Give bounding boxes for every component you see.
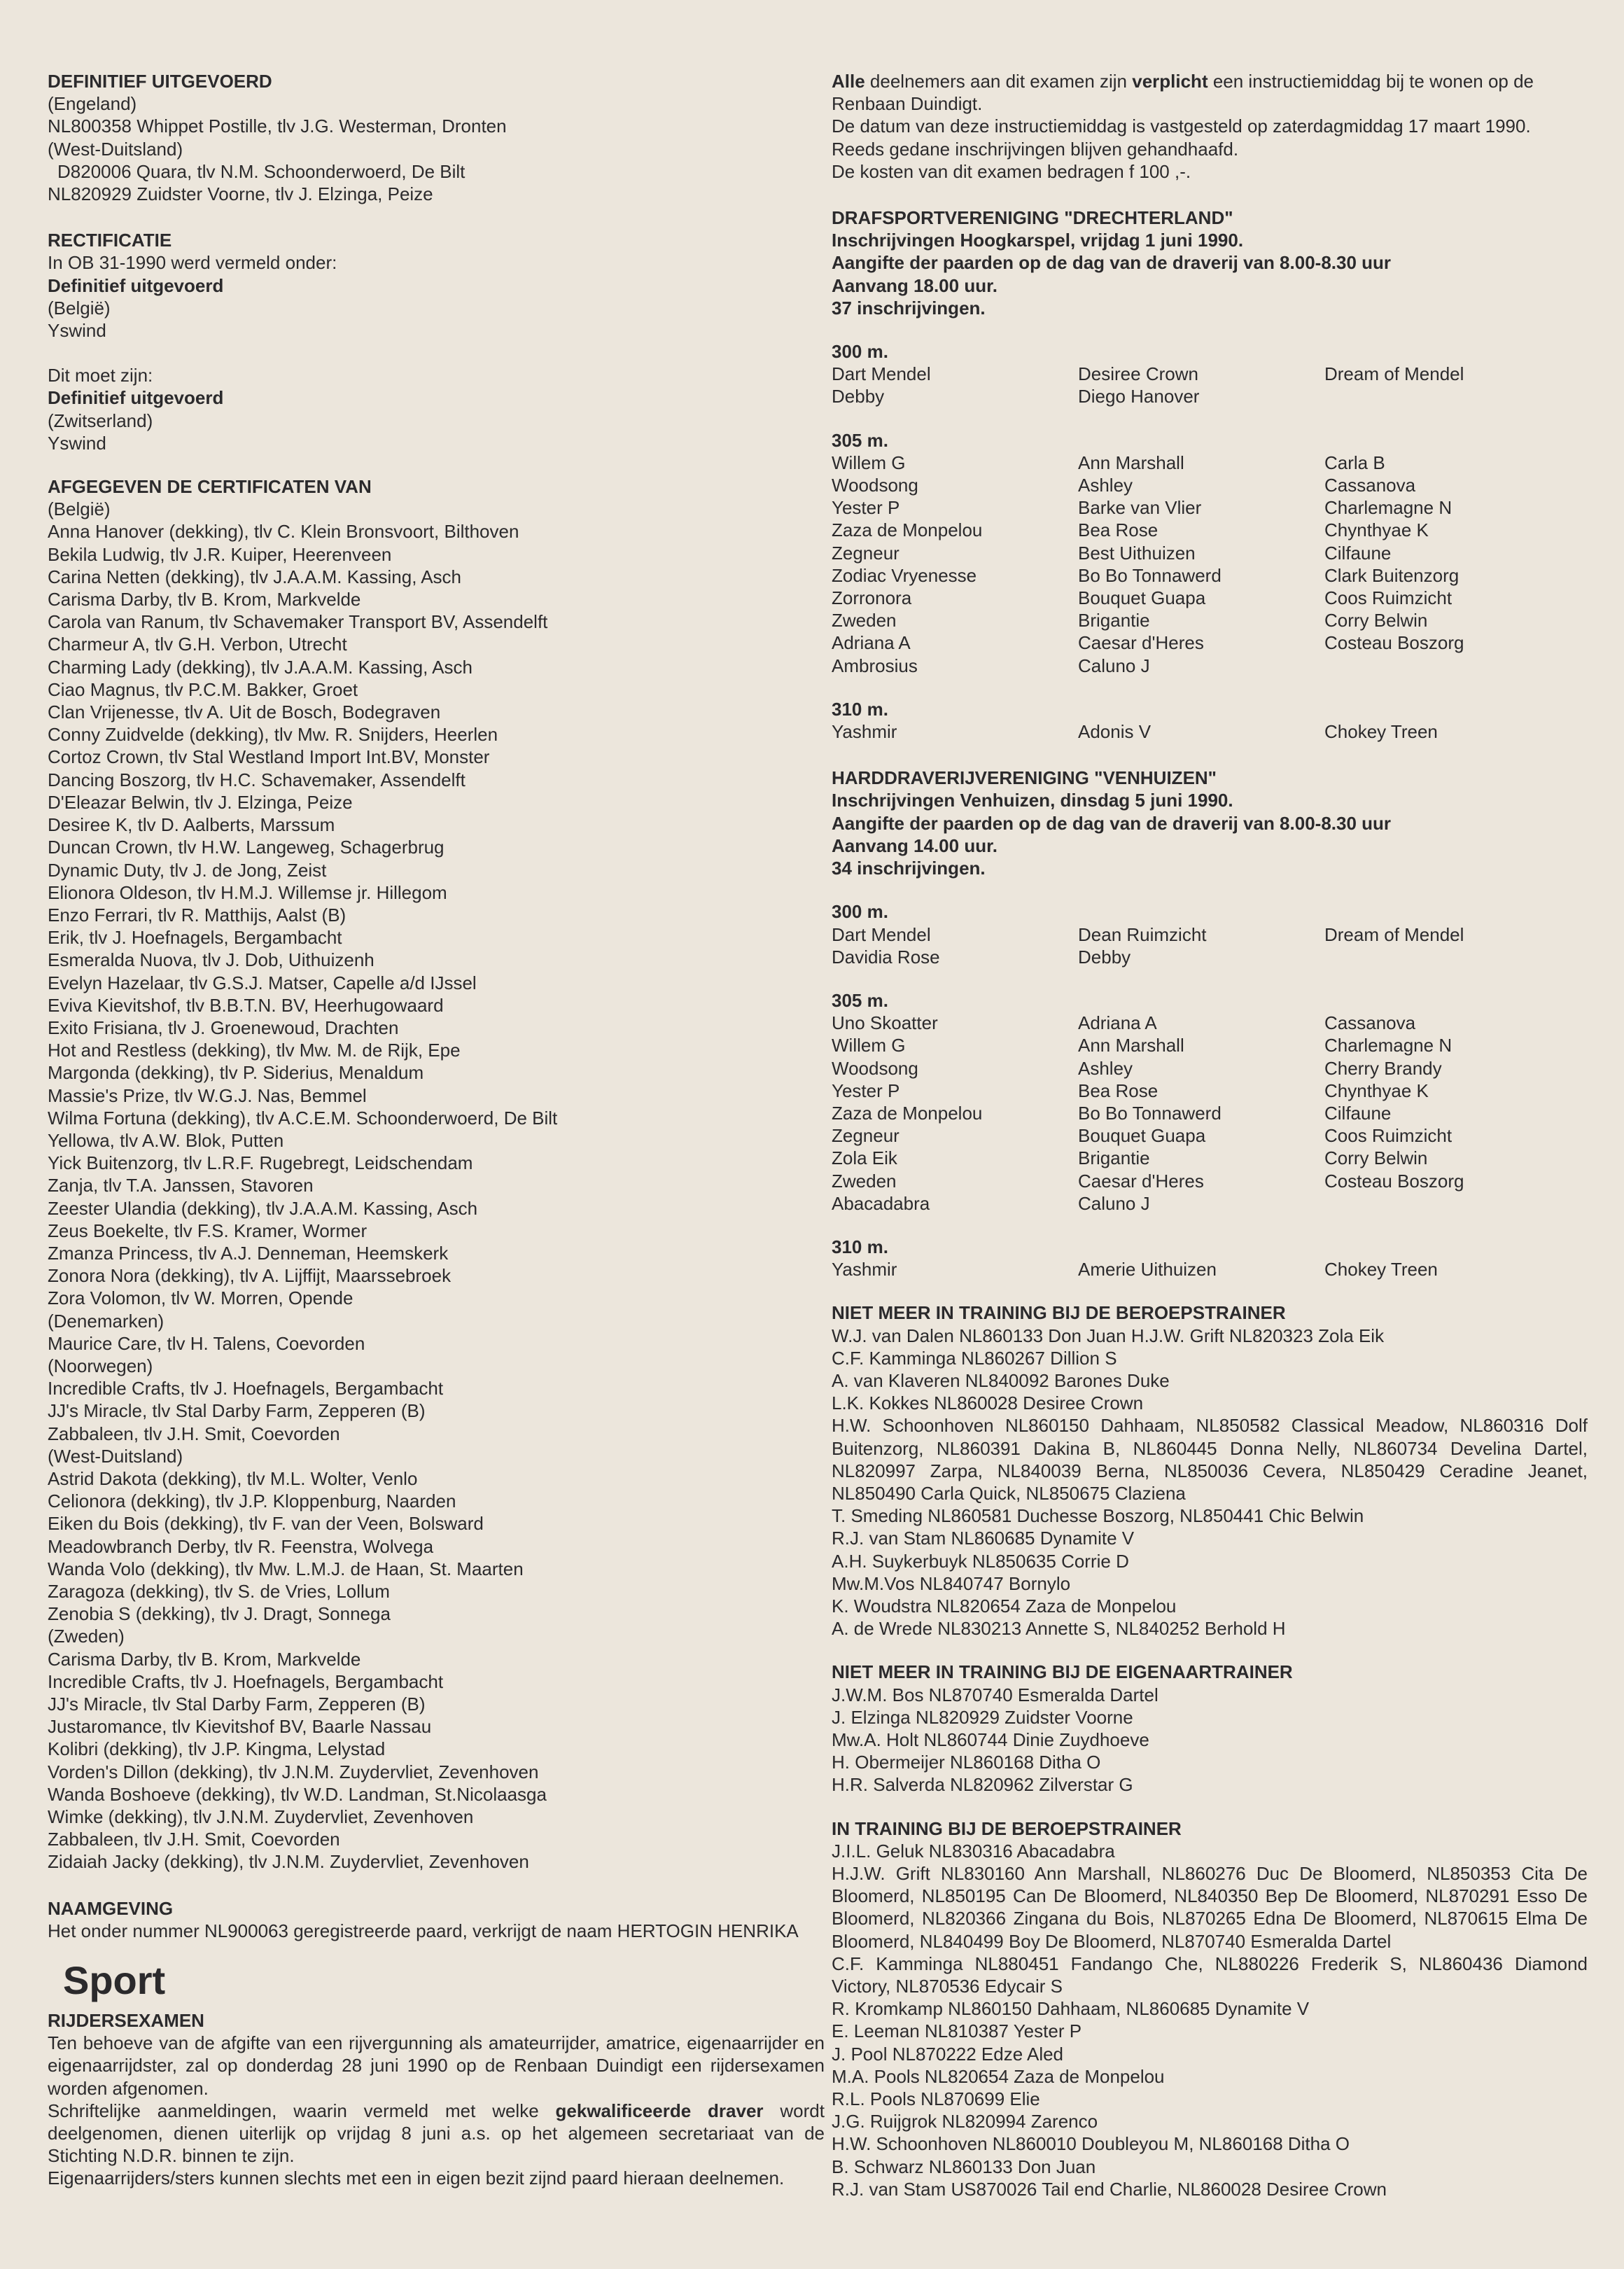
race-entry: Clark Buitenzorg <box>1324 564 1460 586</box>
list-item: (Denemarken) <box>48 1310 164 1332</box>
race-entry: Charlemagne N <box>1324 497 1452 519</box>
list-item: Yellowa, tlv A.W. Blok, Putten <box>48 1129 284 1151</box>
section-certificaten <box>48 475 825 1873</box>
list-item: Incredible Crafts, tlv J. Hoefnagels, Bergambacht <box>48 1378 444 1399</box>
list-item: Zeus Boekelte, tlv F.S. Kramer, Wormer <box>48 1220 368 1241</box>
race-block <box>832 429 1588 677</box>
list-item: Zenobia S (dekking), tlv J. Dragt, Sonnega <box>48 1603 391 1625</box>
race-entries <box>832 720 1588 743</box>
info-line: Aanvang 14.00 uur. <box>832 835 997 856</box>
race-entry: Uno Skoatter <box>832 1012 938 1034</box>
list-item: R.J. van Stam NL860685 Dynamite V <box>832 1528 1135 1549</box>
race-entry: Adriana A <box>832 632 911 654</box>
list-item: R. Kromkamp NL860150 Dahhaam, NL860685 Dynamite V <box>832 1998 1310 2020</box>
race-distance: 310 m. <box>832 1236 888 1257</box>
race-entry: Ann Marshall <box>1078 452 1184 473</box>
list-item: (Zweden) <box>48 1626 125 1647</box>
race-distance: 300 m. <box>832 341 888 363</box>
list-item: Yick Buitenzorg, tlv L.R.F. Rugebregt, Leidschendam <box>48 1152 473 1174</box>
section-title: RIJDERSEXAMEN <box>48 2010 204 2032</box>
list-item: T. Smeding NL860581 Duchesse Boszorg, NL850441 Chic Belwin <box>832 1505 1364 1527</box>
list-item: Anna Hanover (dekking), tlv C. Klein Bronsvoort, Bilthoven <box>48 521 519 543</box>
list-item: W.J. van Dalen NL860133 Don Juan H.J.W. Grift NL820323 Zola Eik <box>832 1325 1385 1346</box>
info-line: 37 inschrijvingen. <box>832 297 986 319</box>
list-item: C.F. Kamminga NL860267 Dillion S <box>832 1347 1117 1369</box>
text-line: (Zwitserland) <box>48 410 153 431</box>
race-entry: Bea Rose <box>1078 519 1158 541</box>
list-item: Carina Netten (dekking), tlv J.A.A.M. Kassing, Asch <box>48 566 462 587</box>
list-item: Ciao Magnus, tlv P.C.M. Bakker, Groet <box>48 678 358 700</box>
race-entry: Bea Rose <box>1078 1080 1158 1101</box>
race-entry: Ashley <box>1078 475 1133 496</box>
list-item: Wanda Boshoeve (dekking), tlv W.D. Landman, St.Nicolaasga <box>48 1783 547 1805</box>
list-item: Kolibri (dekking), tlv J.P. Kingma, Lelystad <box>48 1738 386 1760</box>
list-item: Zora Volomon, tlv W. Morren, Opende <box>48 1287 354 1309</box>
text-line: (West-Duitsland) <box>48 138 183 160</box>
list-item: L.K. Kokkes NL860028 Desiree Crown <box>832 1392 1144 1414</box>
race-entry: Dream of Mendel <box>1324 363 1464 385</box>
list-item: Zaragoza (dekking), tlv S. de Vries, Lollum <box>48 1581 390 1602</box>
text-line: (Engeland) <box>48 93 137 115</box>
race-entry: Zegneur <box>832 1125 899 1147</box>
sport-heading: Sport <box>63 1958 166 2003</box>
trainer-list <box>832 1325 1588 1640</box>
list-item: M.A. Pools NL820654 Zaza de Monpelou <box>832 2065 1165 2087</box>
list-item: Dancing Boszorg, tlv H.C. Schavemaker, Assendelft <box>48 769 465 790</box>
race-distance: 305 m. <box>832 429 888 451</box>
list-item: JJ's Miracle, tlv Stal Darby Farm, Zepperen (B) <box>48 1694 426 1715</box>
section-title: IN TRAINING BIJ DE BEROEPSTRAINER <box>832 1817 1182 1839</box>
list-item: Charmeur A, tlv G.H. Verbon, Utrecht <box>48 634 347 655</box>
race-entry: Woodsong <box>832 475 918 496</box>
race-entry: Bo Bo Tonnawerd <box>1078 564 1222 586</box>
list-item: A. de Wrede NL830213 Annette S, NL840252 Berhold H <box>832 1618 1286 1640</box>
list-item: Wanda Volo (dekking), tlv Mw. L.M.J. de Haan, St. Maarten <box>48 1558 524 1579</box>
race-entry: Costeau Boszorg <box>1324 632 1464 654</box>
list-item: Zonora Nora (dekking), tlv A. Lijffijt, Maarssebroek <box>48 1265 451 1287</box>
list-item: Astrid Dakota (dekking), tlv M.L. Wolter, Venlo <box>48 1467 418 1489</box>
list-item: J.G. Ruijgrok NL820994 Zarenco <box>832 2111 1098 2132</box>
race-entry: Zaza de Monpelou <box>832 519 983 541</box>
list-item: Zeester Ulandia (dekking), tlv J.A.A.M. Kassing, Asch <box>48 1197 478 1219</box>
race-entry: Caesar d'Heres <box>1078 1170 1204 1192</box>
race-entry <box>1324 385 1571 407</box>
list-item: Duncan Crown, tlv H.W. Langeweg, Schagerbrug <box>48 837 444 858</box>
list-item: C.F. Kamminga NL880451 Fandango Che, NL880226 Frederik S, NL860436 Diamond Victory, NL870536 Edycair S <box>832 1953 1588 1997</box>
list-item: Conny Zuidvelde (dekking), tlv Mw. R. Snijders, Heerlen <box>48 724 498 746</box>
race-entries <box>832 1258 1588 1280</box>
left-column <box>48 70 825 2190</box>
list-item: Zabbaleen, tlv J.H. Smit, Coevorden <box>48 1829 340 1850</box>
race-entry: Yashmir <box>832 1259 897 1280</box>
list-item: JJ's Miracle, tlv Stal Darby Farm, Zepperen (B) <box>48 1400 426 1422</box>
race-entry: Ann Marshall <box>1078 1035 1184 1056</box>
list-item: Bekila Ludwig, tlv J.R. Kuiper, Heerenveen <box>48 543 392 565</box>
race-distance: 305 m. <box>832 989 888 1011</box>
list-item: Erik, tlv J. Hoefnagels, Bergambacht <box>48 927 342 949</box>
text-line: Definitief uitgevoerd <box>48 274 224 296</box>
list-item: D'Eleazar Belwin, tlv J. Elzinga, Peize <box>48 791 353 813</box>
list-item: Zanja, tlv T.A. Janssen, Stavoren <box>48 1175 314 1196</box>
text-run: deelnemers aan dit examen zijn <box>864 71 1133 92</box>
paragraph: De kosten van dit examen bedragen f 100 ,-. <box>832 160 1191 182</box>
race-entries <box>832 363 1588 407</box>
certificate-list <box>48 498 825 1873</box>
text-line: D820006 Quara, tlv N.M. Schoonderwoerd, De Bilt <box>57 160 465 182</box>
race-entry: Corry Belwin <box>1324 610 1428 631</box>
race-entry: Cherry Brandy <box>1324 1057 1442 1079</box>
race-entry: Debby <box>832 386 885 407</box>
paragraph: Eigenaarrijders/sters kunnen slechts met een in eigen bezit zijnd paard hieraan deelnemen. <box>48 2167 785 2189</box>
list-item: Massie's Prize, tlv W.G.J. Nas, Bemmel <box>48 1084 367 1106</box>
list-item: Carisma Darby, tlv B. Krom, Markvelde <box>48 1648 361 1670</box>
race-entry: Yester P <box>832 1080 900 1101</box>
text-line: Yswind <box>48 432 106 454</box>
race-block <box>832 340 1588 408</box>
paragraph <box>48 2100 825 2167</box>
trainer-list <box>832 1840 1588 2200</box>
race-distance: 300 m. <box>832 901 888 923</box>
text-line: In OB 31-1990 werd vermeld onder: <box>48 252 337 274</box>
list-item: J.W.M. Bos NL870740 Esmeralda Dartel <box>832 1684 1158 1705</box>
list-item: Zabbaleen, tlv J.H. Smit, Coevorden <box>48 1423 340 1444</box>
race-entry: Zodiac Vryenesse <box>832 564 977 586</box>
race-entry: Yester P <box>832 497 900 519</box>
race-entry <box>1324 655 1571 677</box>
list-item: Dynamic Duty, tlv J. de Jong, Zeist <box>48 859 327 881</box>
bold-text-run: gekwalificeerde draver <box>555 2100 764 2121</box>
race-block <box>832 900 1588 968</box>
race-entry: Desiree Crown <box>1078 363 1198 385</box>
list-item: H.W. Schoonhoven NL860150 Dahhaam, NL850582 Classical Meadow, NL860316 Dolf Buitenzorg, NL860391 Dakina B, NL860445 Donna Nelly, NL860734 Develina Dartel, NL820997 Zarpa, NL840039 Berna, NL850036 Cevera, NL850429 Ceradine Jeanet, NL850490 Carla Quick, NL850675 Claziena <box>832 1415 1588 1504</box>
list-item: A. van Klaveren NL840092 Barones Duke <box>832 1369 1170 1391</box>
race-entry: Willem G <box>832 1035 906 1056</box>
info-line: Aanvang 18.00 uur. <box>832 274 997 296</box>
section-title: HARDDRAVERIJVERENIGING "VENHUIZEN" <box>832 767 1217 789</box>
race-entry: Chynthyae K <box>1324 1080 1429 1101</box>
race-entry: Costeau Boszorg <box>1324 1170 1464 1192</box>
list-item: B. Schwarz NL860133 Don Juan <box>832 2156 1096 2177</box>
list-item: A.H. Suykerbuyk NL850635 Corrie D <box>832 1550 1129 1572</box>
section-title: NIET MEER IN TRAINING BIJ DE EIGENAARTRAINER <box>832 1661 1293 1683</box>
race-entry: Adonis V <box>1078 721 1152 743</box>
race-entry: Cassanova <box>1324 475 1416 496</box>
race-entry: Zaza de Monpelou <box>832 1102 983 1124</box>
section-rectificatie <box>48 229 825 454</box>
section-title: NAAMGEVING <box>48 1897 174 1919</box>
race-entry: Dean Ruimzicht <box>1078 923 1207 945</box>
info-line: 34 inschrijvingen. <box>832 858 986 879</box>
section-title: NIET MEER IN TRAINING BIJ DE BEROEPSTRAINER <box>832 1302 1286 1324</box>
race-entry: Zweden <box>832 1170 897 1192</box>
list-item: J. Pool NL870222 Edze Aled <box>832 2043 1064 2065</box>
list-item: Eiken du Bois (dekking), tlv F. van der Veen, Bolsward <box>48 1513 484 1535</box>
race-entries <box>832 923 1588 968</box>
race-entry: Amerie Uithuizen <box>1078 1259 1217 1280</box>
text-run: wordt deelgenomen, dienen uiterlijk op vrijdag 8 juni a.s. op het algemeen secretariaat van de Stichting N.D.R. binnen te zijn. <box>48 2100 825 2167</box>
info-line: Aangifte der paarden op de dag van de draverij van 8.00-8.30 uur <box>832 812 1392 834</box>
list-item: K. Woudstra NL820654 Zaza de Monpelou <box>832 1595 1177 1617</box>
bold-text-run: Alle <box>832 71 865 92</box>
paragraph: De datum van deze instructiemiddag is vastgesteld op zaterdagmiddag 17 maart 1990. <box>832 116 1531 137</box>
race-entry: Chynthyae K <box>1324 519 1429 541</box>
list-item: Margonda (dekking), tlv P. Siderius, Menaldum <box>48 1062 424 1084</box>
list-item: Justaromance, tlv Kievitshof BV, Baarle Nassau <box>48 1716 432 1738</box>
race-entry: Coos Ruimzicht <box>1324 587 1452 609</box>
list-item: Incredible Crafts, tlv J. Hoefnagels, Bergambacht <box>48 1670 444 1692</box>
list-item: Elionora Oldeson, tlv H.M.J. Willemse jr. Hillegom <box>48 881 447 903</box>
race-entries <box>832 452 1588 677</box>
list-item: Esmeralda Nuova, tlv J. Dob, Uithuizenh <box>48 949 374 971</box>
race-entry: Ashley <box>1078 1057 1133 1079</box>
paragraph: Ten behoeve van de afgifte van een rijvergunning als amateurrijder, amatrice, eigenaarrijder en eigenaarrijdster, zal op donderdag 28 juni 1990 op de Renbaan Duindigt een rijdersexamen worden afgenomen. <box>48 2032 825 2099</box>
race-entry: Caluno J <box>1078 655 1150 676</box>
list-item: Eviva Kievitshof, tlv B.B.T.N. BV, Heerhugowaard <box>48 994 444 1016</box>
race-entry: Brigantie <box>1078 610 1150 631</box>
trainer-list <box>832 1684 1588 1796</box>
race-list <box>832 340 1588 743</box>
race-block <box>832 698 1588 743</box>
list-item: Wimke (dekking), tlv J.N.M. Zuydervliet, Zevenhoven <box>48 1806 474 1828</box>
list-item: Zidaiah Jacky (dekking), tlv J.N.M. Zuydervliet, Zevenhoven <box>48 1851 529 1873</box>
list-item: R.J. van Stam US870026 Tail end Charlie, NL860028 Desiree Crown <box>832 2178 1387 2200</box>
text-run: Schriftelijke aanmeldingen, waarin vermeld met welke <box>48 2100 556 2121</box>
race-entry: Zorronora <box>832 587 912 609</box>
race-entry: Davidia Rose <box>832 946 940 968</box>
race-entry <box>1324 946 1571 968</box>
list-item: Meadowbranch Derby, tlv R. Feenstra, Wolvega <box>48 1535 434 1557</box>
race-entry: Woodsong <box>832 1057 918 1079</box>
race-entry: Zweden <box>832 610 897 631</box>
list-item: R.L. Pools NL870699 Elie <box>832 2088 1040 2110</box>
list-item: Enzo Ferrari, tlv R. Matthijs, Aalst (B) <box>48 904 346 926</box>
text-line: Dit moet zijn: <box>48 365 153 386</box>
section-venhuizen <box>832 767 1588 1280</box>
list-item: Mw.M.Vos NL840747 Bornylo <box>832 1572 1071 1594</box>
list-item: J. Elzinga NL820929 Zuidster Voorne <box>832 1706 1133 1728</box>
race-entry: Chokey Treen <box>1324 721 1438 743</box>
section-in-beroeps <box>832 1817 1588 2200</box>
race-entry: Zegneur <box>832 542 899 564</box>
race-entry: Dart Mendel <box>832 363 931 385</box>
list-item: Carola van Ranum, tlv Schavemaker Transport BV, Assendelft <box>48 611 548 633</box>
list-item: H.W. Schoonhoven NL860010 Doubleyou M, NL860168 Ditha O <box>832 2133 1350 2155</box>
list-item: (België) <box>48 498 111 520</box>
list-item: Evelyn Hazelaar, tlv G.S.J. Matser, Capelle a/d IJssel <box>48 972 477 993</box>
paragraph: Het onder nummer NL900063 geregistreerde paard, verkrijgt de naam HERTOGIN HENRIKA <box>48 1920 799 1941</box>
list-item: (Noorwegen) <box>48 1355 153 1376</box>
list-item: Mw.A. Holt NL860744 Dinie Zuydhoeve <box>832 1729 1149 1750</box>
list-item: Zmanza Princess, tlv A.J. Denneman, Heemskerk <box>48 1242 449 1264</box>
text-line: NL800358 Whippet Postille, tlv J.G. Westerman, Dronten <box>48 116 507 137</box>
race-entry: Corry Belwin <box>1324 1147 1428 1169</box>
race-entry: Diego Hanover <box>1078 386 1200 407</box>
race-entries <box>832 1012 1588 1215</box>
race-entry: Yashmir <box>832 721 897 743</box>
list-item: H.R. Salverda NL820962 Zilverstar G <box>832 1774 1133 1796</box>
paragraph <box>832 70 1588 115</box>
text-line: Yswind <box>48 320 106 342</box>
list-item: Charming Lady (dekking), tlv J.A.A.M. Kassing, Asch <box>48 656 472 678</box>
section-naamgeving <box>48 1897 825 1942</box>
section-niet-beroeps <box>832 1301 1588 1640</box>
list-item: E. Leeman NL810387 Yester P <box>832 2020 1082 2042</box>
race-block <box>832 1236 1588 1280</box>
race-list <box>832 900 1588 1280</box>
list-item: Maurice Care, tlv H. Talens, Coevorden <box>48 1332 365 1354</box>
text-line: (België) <box>48 297 111 319</box>
race-entry: Dream of Mendel <box>1324 923 1464 945</box>
race-entry: Zola Eik <box>832 1147 897 1169</box>
race-entry: Cilfaune <box>1324 542 1392 564</box>
right-column <box>832 70 1588 2200</box>
section-definitief-uitgevoerd <box>48 70 825 205</box>
race-block <box>832 989 1588 1215</box>
race-entry: Carla B <box>1324 452 1385 473</box>
section-intro <box>832 70 1588 183</box>
list-item: Hot and Restless (dekking), tlv Mw. M. de Rijk, Epe <box>48 1040 461 1061</box>
race-entry: Caesar d'Heres <box>1078 632 1204 654</box>
race-entry: Ambrosius <box>832 655 918 676</box>
list-item: H. Obermeijer NL860168 Ditha O <box>832 1752 1101 1773</box>
list-item: (West-Duitsland) <box>48 1445 183 1467</box>
race-entry: Best Uithuizen <box>1078 542 1196 564</box>
race-entry: Cilfaune <box>1324 1102 1392 1124</box>
race-entry: Barke van Vlier <box>1078 497 1202 519</box>
info-line: Aangifte der paarden op de dag van de draverij van 8.00-8.30 uur <box>832 252 1392 274</box>
list-item: Carisma Darby, tlv B. Krom, Markvelde <box>48 589 361 610</box>
race-entry: Adriana A <box>1078 1012 1157 1034</box>
text-line: NL820929 Zuidster Voorne, tlv J. Elzinga, Peize <box>48 183 433 205</box>
list-item: Cortoz Crown, tlv Stal Westland Import Int.BV, Monster <box>48 746 490 768</box>
text-line: Definitief uitgevoerd <box>48 387 224 409</box>
info-line: Inschrijvingen Hoogkarspel, vrijdag 1 juni 1990. <box>832 230 1244 251</box>
list-item: Celionora (dekking), tlv J.P. Kloppenburg, Naarden <box>48 1490 456 1512</box>
text-run: een instructiemiddag bij te wonen op de Renbaan Duindigt. <box>832 71 1534 115</box>
section-title: DRAFSPORTVERENIGING "DRECHTERLAND" <box>832 207 1233 229</box>
list-item: Vorden's Dillon (dekking), tlv J.N.M. Zuydervliet, Zevenhoven <box>48 1761 539 1782</box>
race-entry: Brigantie <box>1078 1147 1150 1169</box>
race-entry: Bouquet Guapa <box>1078 587 1206 609</box>
race-entry: Caluno J <box>1078 1192 1150 1214</box>
list-item: Exito Frisiana, tlv J. Groenewoud, Drachten <box>48 1017 399 1038</box>
race-distance: 310 m. <box>832 698 888 720</box>
section-niet-eigenaar <box>832 1661 1588 1796</box>
race-entry: Charlemagne N <box>1324 1035 1452 1056</box>
race-entry: Coos Ruimzicht <box>1324 1125 1452 1147</box>
race-entry: Cassanova <box>1324 1012 1416 1034</box>
race-entry: Bo Bo Tonnawerd <box>1078 1102 1222 1124</box>
list-item: J.I.L. Geluk NL830316 Abacadabra <box>832 1840 1115 1862</box>
bold-text-run: verplicht <box>1132 71 1208 92</box>
section-drechterland <box>832 207 1588 743</box>
race-entry: Willem G <box>832 452 906 473</box>
paragraph: Reeds gedane inschrijvingen blijven gehandhaafd. <box>832 138 1239 160</box>
race-entry <box>1324 1192 1571 1215</box>
info-line: Inschrijvingen Venhuizen, dinsdag 5 juni 1990. <box>832 790 1233 811</box>
section-title: RECTIFICATIE <box>48 230 172 251</box>
list-item: Wilma Fortuna (dekking), tlv A.C.E.M. Schoonderwoerd, De Bilt <box>48 1107 558 1129</box>
section-title: AFGEGEVEN DE CERTIFICATEN VAN <box>48 476 372 498</box>
section-sport <box>48 1956 825 2190</box>
race-entry: Bouquet Guapa <box>1078 1125 1206 1147</box>
list-item: Clan Vrijenesse, tlv A. Uit de Bosch, Bodegraven <box>48 701 441 723</box>
section-title: DEFINITIEF UITGEVOERD <box>48 71 272 92</box>
race-entry: Debby <box>1078 946 1131 968</box>
race-entry: Dart Mendel <box>832 923 931 945</box>
race-entry: Chokey Treen <box>1324 1259 1438 1280</box>
list-item: Desiree K, tlv D. Aalberts, Marssum <box>48 814 335 836</box>
race-entry: Abacadabra <box>832 1192 930 1214</box>
list-item: H.J.W. Grift NL830160 Ann Marshall, NL860276 Duc De Bloomerd, NL850353 Cita De Bloomerd, NL850195 Can De Bloomerd, NL840350 Bep De Bloomerd, NL870291 Esso De Bloomerd, NL820366 Zingana du Bois, NL870265 Edna De Bloomerd, NL870615 Elma De Bloomerd, NL840499 Boy De Bloomerd, NL870740 Esmeralda Dartel <box>832 1863 1588 1952</box>
